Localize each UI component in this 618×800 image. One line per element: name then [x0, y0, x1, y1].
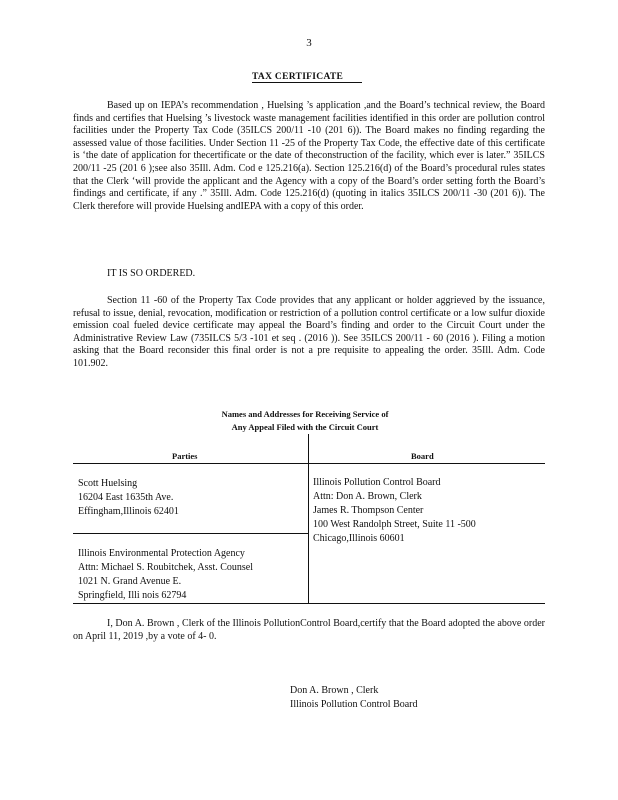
board-column-heading: Board — [411, 451, 434, 461]
signature-block — [290, 684, 418, 712]
party-address-huelsing — [78, 477, 179, 519]
certification-paragraph — [73, 618, 545, 643]
address-line: Illinois Environmental Protection Agency — [78, 548, 245, 559]
address-line: Chicago,Illinois 60601 — [313, 533, 405, 544]
table-top-rule — [73, 463, 545, 464]
service-heading — [150, 408, 460, 434]
address-line: Scott Huelsing — [78, 478, 138, 489]
address-line: Illinois Pollution Control Board — [313, 477, 441, 488]
address-line: Springfield, Illi nois 62794 — [78, 590, 187, 601]
address-line: Attn: Michael S. Roubitchek, Asst. Counsel — [78, 562, 253, 573]
signature-name: Don A. Brown , Clerk — [290, 685, 379, 696]
parties-divider-rule — [73, 533, 308, 534]
table-column-divider — [308, 434, 309, 604]
appeal-paragraph — [73, 295, 545, 371]
appeal-paragraph-text: Section 11 -60 of the Property Tax Code provides that any applicant or holder aggrieved by the issuance, refusal to issue, denial, revocation, modification or restriction of a pollution control certificate or a low sulfur dioxide emission coal fueled device certificate may appeal the Board’s finding and order to the Circuit Court under the Administrative Review Law (735ILCS 5/3 -101 et seq . (2016 )). See 35ILCS 200/11 - 60 (2016 ). Filing a motion asking that the Board reconsider this final order is not a pre requisite to appealing the order. 35Ill. Adm. Code 101.902. — [73, 295, 545, 369]
page-number: 3 — [306, 37, 312, 49]
board-address — [313, 476, 476, 546]
parties-column-heading: Parties — [172, 451, 198, 461]
certification-text: I, Don A. Brown , Clerk of the Illinois PollutionControl Board,certify that the Board adopted the above order on April 11, 2019 ,by a vote of 4- 0. — [73, 618, 545, 642]
service-heading-line1: Names and Addresses for Receiving Service of — [221, 409, 389, 419]
address-line: 100 West Randolph Street, Suite 11 -500 — [313, 519, 476, 530]
certificate-paragraph — [73, 100, 545, 213]
section-title: TAX CERTIFICATE — [252, 72, 362, 83]
address-line: 1021 N. Grand Avenue E. — [78, 576, 182, 587]
address-line: Effingham,Illinois 62401 — [78, 506, 179, 517]
address-line: James R. Thompson Center — [313, 505, 424, 516]
table-bottom-rule — [73, 603, 545, 604]
certificate-paragraph-text: Based up on IEPA’s recommendation , Huelsing ’s application ,and the Board’s technical review, the Board finds and certifies that Huelsing ’s livestock waste management facilities identified in this order are pollution control facilities under the Property Tax Code (35ILCS 200/11 -10 (201 6)). The Board makes no finding regarding the assessed value of those facilities. Under Section 11 -25 of the Property Tax Code, the effective date of this certificate is ‘the date of application for thecertificate or the date of theconstruction of the facility, which ever is later.” 35ILCS 200/11 -25 (201 6 );see also 35Ill. Adm. Cod e 125.216(a). Section 125.216(d) of the Board’s procedural rules states that the Clerk ‘will provide the applicant and the Agency with a copy of the Board’s order setting forth the Board’s findings and certificate, if any .” 35Ill. Adm. Code 125.216(d) (quoting in italics 35ILCS 200/11 -30 (201 6)). The Clerk therefore will provide Huelsing andIEPA with a copy of this order. — [73, 100, 545, 212]
signature-organization: Illinois Pollution Control Board — [290, 699, 418, 710]
party-address-iepa — [78, 547, 253, 603]
service-heading-line2: Any Appeal Filed with the Circuit Court — [231, 422, 379, 432]
address-line: 16204 East 1635th Ave. — [78, 492, 174, 503]
address-line: Attn: Don A. Brown, Clerk — [313, 491, 422, 502]
so-ordered-text: IT IS SO ORDERED. — [107, 268, 196, 279]
